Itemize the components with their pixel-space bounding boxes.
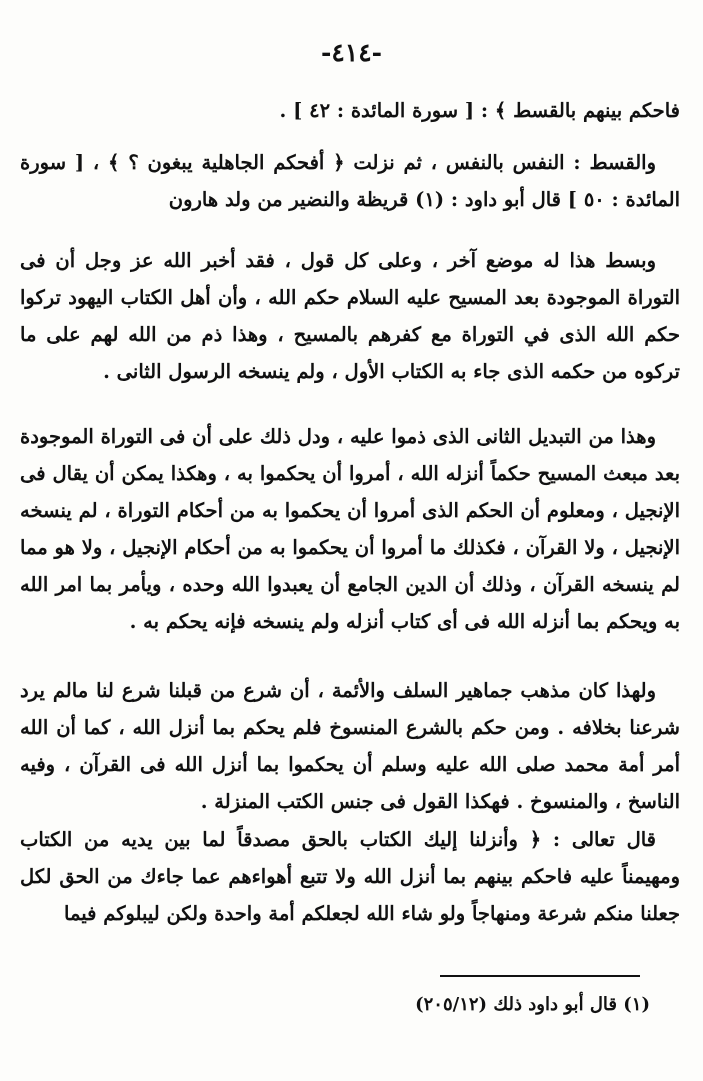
paragraph-text: والقسط : النفس بالنفس ، ثم نزلت ﴿ أفحكم الجاهلية يبغون ؟ ﴾ ، [ سورة المائدة : ٥٠ ] قال أبو داود : (١) قريظة والنضير من ولد هارون	[20, 151, 680, 211]
paragraph-text: وهذا من التبديل الثانى الذى ذموا عليه ، ودل ذلك على أن فى التوراة الموجودة بعد مبعث المسيح حكماً أنزله الله ، أمروا أن يحكموا به ، وهكذا يمكن أن يقال فى الإنجيل ، ومعلوم أن الحكم الذى أمروا أن يحكموا به من أحكام التوراة ، لم ينسخه الإنجيل ، ولا القرآن ، فكذلك ما أمروا أن يحكموا به من أحكام الإنجيل ، ولا هو مما لم ينسخه القرآن ، وذلك أن الدين الجامع أن يعبدوا الله وحده ، ويأمر بما امر الله به ويحكم بما أنزله الله فى أى كتاب أنزله ولم ينسخه فإنه يحكم به .	[20, 425, 680, 633]
paragraph-text: ولهذا كان مذهب جماهير السلف والأئمة ، أن شرع من قبلنا شرع لنا مالم يرد شرعنا بخلافه . ومن حكم بالشرع المنسوخ فلم يحكم بما أنزل الله ، كما أن الله أمر أمة محمد صلى الله عليه وسلم أن يحكموا بما أنزل الله فى القرآن ، وفيه الناسخ ، والمنسوخ . فهكذا القول فى جنس الكتب المنزلة .	[20, 679, 680, 813]
paragraph-5	[20, 672, 680, 820]
paragraph-2	[20, 144, 680, 218]
paragraph-text: وبسط هذا له موضع آخر ، وعلى كل قول ، فقد أخبر الله عز وجل أن فى التوراة الموجودة بعد المسيح عليه السلام حكم الله ، وأن أهل الكتاب اليهود تركوا حكم الله الذى في التوراة مع كفرهم بالمسيح ، وهذا ذم من الله لهم على ما تركوه من حكمه الذى جاء به الكتاب الأول ، ولم ينسخه الرسول الثانى .	[20, 249, 680, 383]
paragraph-text: فاحكم بينهم بالقسط ﴾ : [ سورة المائدة : ٤٢ ] .	[279, 99, 680, 122]
paragraph-text: قال تعالى : ﴿ وأنزلنا إليك الكتاب بالحق مصدقاً لما بين يديه من الكتاب ومهيمناً عليه فاحكم بينهم بما أنزل الله ولا تتبع أهواءهم عما جاءك من الحق لكل جعلنا منكم شرعة ومنهاجاً ولو شاء الله لجعلكم أمة واحدة ولكن ليبلوكم فيما	[20, 828, 680, 925]
page-number: -٤١٤-	[320, 38, 383, 67]
footnote-divider	[440, 975, 640, 977]
paragraph-1	[20, 92, 680, 129]
paragraph-6	[20, 821, 680, 932]
paragraph-4	[20, 418, 680, 640]
footnote: (١) قال أبو داود ذلك (٢٠٥/١٢)	[415, 994, 650, 1015]
paragraph-3	[20, 242, 680, 390]
